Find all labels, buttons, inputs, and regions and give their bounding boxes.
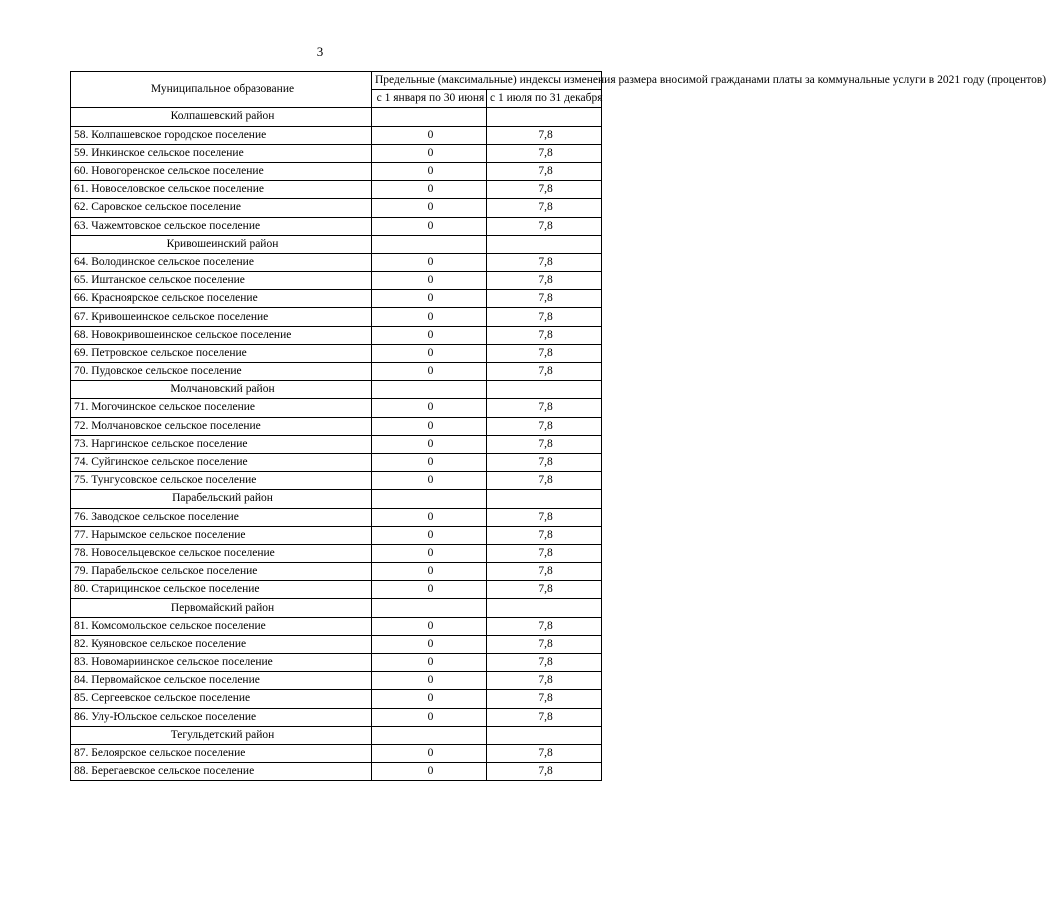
table-row [71,126,602,144]
district-row [71,599,602,617]
district-row [71,108,602,126]
index-jul-dec: 7,8 [487,508,602,526]
table-row [71,308,602,326]
empty-cell [487,235,602,253]
empty-cell [372,490,487,508]
index-jan-jun: 0 [372,126,487,144]
index-jan-jun: 0 [372,363,487,381]
district-name: Кривошеинский район [71,235,372,253]
settlement-name: 78. Новосельцевское сельское поселение [71,544,372,562]
table-row [71,672,602,690]
index-jul-dec: 7,8 [487,290,602,308]
settlement-name: 68. Новокривошеинское сельское поселение [71,326,372,344]
index-jan-jun: 0 [372,708,487,726]
header-index-title: Предельные (максимальные) индексы изменения размера вносимой гражданами платы за коммунальные услуги в 2021 году (процентов) [372,72,602,90]
index-jan-jun: 0 [372,290,487,308]
index-jul-dec: 7,8 [487,326,602,344]
table-row [71,272,602,290]
index-jul-dec: 7,8 [487,581,602,599]
settlement-name: 65. Иштанское сельское поселение [71,272,372,290]
table-row [71,344,602,362]
settlement-name: 83. Новомариинское сельское поселение [71,654,372,672]
index-jan-jun: 0 [372,744,487,762]
index-jan-jun: 0 [372,526,487,544]
index-jul-dec: 7,8 [487,563,602,581]
table-row [71,617,602,635]
table-body [71,108,602,781]
settlement-name: 79. Парабельское сельское поселение [71,563,372,581]
table-row [71,363,602,381]
index-jul-dec: 7,8 [487,472,602,490]
index-jan-jun: 0 [372,217,487,235]
header-municipality: Муниципальное образование [71,72,372,108]
index-jul-dec: 7,8 [487,272,602,290]
table-row [71,253,602,271]
index-jul-dec: 7,8 [487,744,602,762]
index-jul-dec: 7,8 [487,617,602,635]
settlement-name: 85. Сергеевское сельское поселение [71,690,372,708]
district-name: Первомайский район [71,599,372,617]
settlement-name: 58. Колпашевское городское поселение [71,126,372,144]
settlement-name: 81. Комсомольское сельское поселение [71,617,372,635]
header-period-1: с 1 января по 30 июня [372,90,487,108]
table-row [71,162,602,180]
index-jul-dec: 7,8 [487,363,602,381]
empty-cell [487,381,602,399]
settlement-name: 72. Молчановское сельское поселение [71,417,372,435]
index-jan-jun: 0 [372,326,487,344]
settlement-name: 70. Пудовское сельское поселение [71,363,372,381]
index-jan-jun: 0 [372,617,487,635]
table-row [71,544,602,562]
index-jan-jun: 0 [372,181,487,199]
index-jan-jun: 0 [372,399,487,417]
district-name: Тегульдетский район [71,726,372,744]
table-row [71,563,602,581]
table-row [71,399,602,417]
empty-cell [372,381,487,399]
settlement-name: 76. Заводское сельское поселение [71,508,372,526]
index-jul-dec: 7,8 [487,453,602,471]
table-row [71,635,602,653]
table-row [71,654,602,672]
district-row [71,490,602,508]
table-row [71,581,602,599]
settlement-name: 71. Могочинское сельское поселение [71,399,372,417]
index-jul-dec: 7,8 [487,199,602,217]
empty-cell [372,599,487,617]
index-jul-dec: 7,8 [487,544,602,562]
table-row [71,217,602,235]
empty-cell [487,599,602,617]
index-jan-jun: 0 [372,508,487,526]
settlement-name: 84. Первомайское сельское поселение [71,672,372,690]
district-name: Молчановский район [71,381,372,399]
table-row [71,435,602,453]
settlement-name: 73. Наргинское сельское поселение [71,435,372,453]
table-row [71,290,602,308]
settlement-name: 63. Чажемтовское сельское поселение [71,217,372,235]
table-row [71,690,602,708]
index-jan-jun: 0 [372,654,487,672]
table-row [71,508,602,526]
settlement-name: 69. Петровское сельское поселение [71,344,372,362]
index-jan-jun: 0 [372,162,487,180]
index-jul-dec: 7,8 [487,417,602,435]
index-jul-dec: 7,8 [487,126,602,144]
index-jul-dec: 7,8 [487,526,602,544]
settlement-name: 66. Красноярское сельское поселение [71,290,372,308]
index-jul-dec: 7,8 [487,654,602,672]
table-row [71,453,602,471]
empty-cell [372,726,487,744]
district-name: Парабельский район [71,490,372,508]
index-jan-jun: 0 [372,417,487,435]
index-jul-dec: 7,8 [487,635,602,653]
table-row [71,744,602,762]
index-jul-dec: 7,8 [487,217,602,235]
index-jul-dec: 7,8 [487,181,602,199]
index-jul-dec: 7,8 [487,763,602,781]
table-row [71,144,602,162]
table-row [71,326,602,344]
district-name: Колпашевский район [71,108,372,126]
index-jan-jun: 0 [372,435,487,453]
table-row [71,199,602,217]
page-number: 3 [316,44,324,59]
settlement-name: 80. Старицинское сельское поселение [71,581,372,599]
index-jan-jun: 0 [372,581,487,599]
empty-cell [372,108,487,126]
empty-cell [487,108,602,126]
index-jul-dec: 7,8 [487,344,602,362]
table-row [71,181,602,199]
district-row [71,381,602,399]
table-row [71,763,602,781]
empty-cell [487,490,602,508]
settlement-name: 86. Улу-Юльское сельское поселение [71,708,372,726]
settlement-name: 61. Новоселовское сельское поселение [71,181,372,199]
header-period-2: с 1 июля по 31 декабря [487,90,602,108]
district-row [71,726,602,744]
table-header [71,72,1046,108]
settlement-name: 62. Саровское сельское поселение [71,199,372,217]
index-jul-dec: 7,8 [487,308,602,326]
index-jan-jun: 0 [372,763,487,781]
table-row [71,708,602,726]
index-jan-jun: 0 [372,544,487,562]
settlement-name: 88. Берегаевское сельское поселение [71,763,372,781]
settlement-name: 60. Новогоренское сельское поселение [71,162,372,180]
index-jul-dec: 7,8 [487,708,602,726]
index-jan-jun: 0 [372,690,487,708]
empty-cell [487,726,602,744]
settlement-name: 75. Тунгусовское сельское поселение [71,472,372,490]
district-row [71,235,602,253]
index-jan-jun: 0 [372,272,487,290]
index-jan-jun: 0 [372,563,487,581]
index-jan-jun: 0 [372,635,487,653]
settlement-name: 82. Куяновское сельское поселение [71,635,372,653]
index-jul-dec: 7,8 [487,672,602,690]
index-jan-jun: 0 [372,453,487,471]
settlement-name: 59. Инкинское сельское поселение [71,144,372,162]
index-jul-dec: 7,8 [487,144,602,162]
index-jul-dec: 7,8 [487,435,602,453]
index-jul-dec: 7,8 [487,690,602,708]
table-row [71,417,602,435]
empty-cell [372,235,487,253]
index-jan-jun: 0 [372,199,487,217]
index-jan-jun: 0 [372,344,487,362]
index-jan-jun: 0 [372,308,487,326]
index-jul-dec: 7,8 [487,162,602,180]
settlement-name: 64. Володинское сельское поселение [71,253,372,271]
index-jul-dec: 7,8 [487,399,602,417]
settlement-name: 87. Белоярское сельское поселение [71,744,372,762]
table-row [71,472,602,490]
table-row [71,526,602,544]
settlement-name: 74. Суйгинское сельское поселение [71,453,372,471]
index-jul-dec: 7,8 [487,253,602,271]
index-jan-jun: 0 [372,672,487,690]
index-jan-jun: 0 [372,144,487,162]
indices-table [70,71,1046,781]
settlement-name: 77. Нарымское сельское поселение [71,526,372,544]
settlement-name: 67. Кривошеинское сельское поселение [71,308,372,326]
index-jan-jun: 0 [372,253,487,271]
index-jan-jun: 0 [372,472,487,490]
